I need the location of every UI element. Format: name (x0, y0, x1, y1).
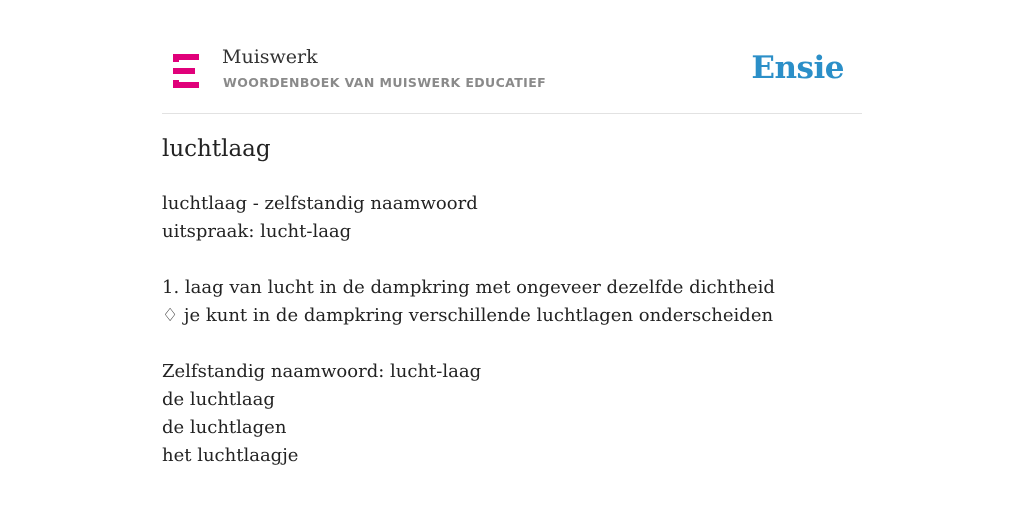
pronunciation-line: uitspraak: lucht-laag (162, 221, 352, 242)
brand-subtitle: WOORDENBOEK VAN MUISWERK EDUCATIEF (223, 75, 547, 90)
spacer (162, 330, 862, 358)
definition-line: 1. laag van lucht in de dampkring met ongeveer dezelfde dichtheid (162, 277, 775, 298)
muiswerk-logo-icon[interactable] (173, 54, 199, 88)
form-item: de luchtlaag (162, 389, 275, 410)
ensie-logo-link[interactable]: Ensie (751, 50, 844, 86)
brand-name[interactable]: Muiswerk (222, 46, 318, 68)
page-title: luchtlaag (162, 136, 271, 162)
headword-line: luchtlaag - zelfstandig naamwoord (162, 193, 478, 214)
muiswerk-e-logo-icon (173, 54, 199, 88)
forms-heading: Zelfstandig naamwoord: lucht-laag (162, 361, 482, 382)
site-header (162, 40, 862, 114)
entry-content (162, 190, 862, 470)
form-item: de luchtlagen (162, 417, 287, 438)
spacer (162, 246, 862, 274)
example-line: ♢ je kunt in de dampkring verschillende luchtlagen onderscheiden (162, 305, 774, 326)
form-item: het luchtlaagje (162, 445, 299, 466)
